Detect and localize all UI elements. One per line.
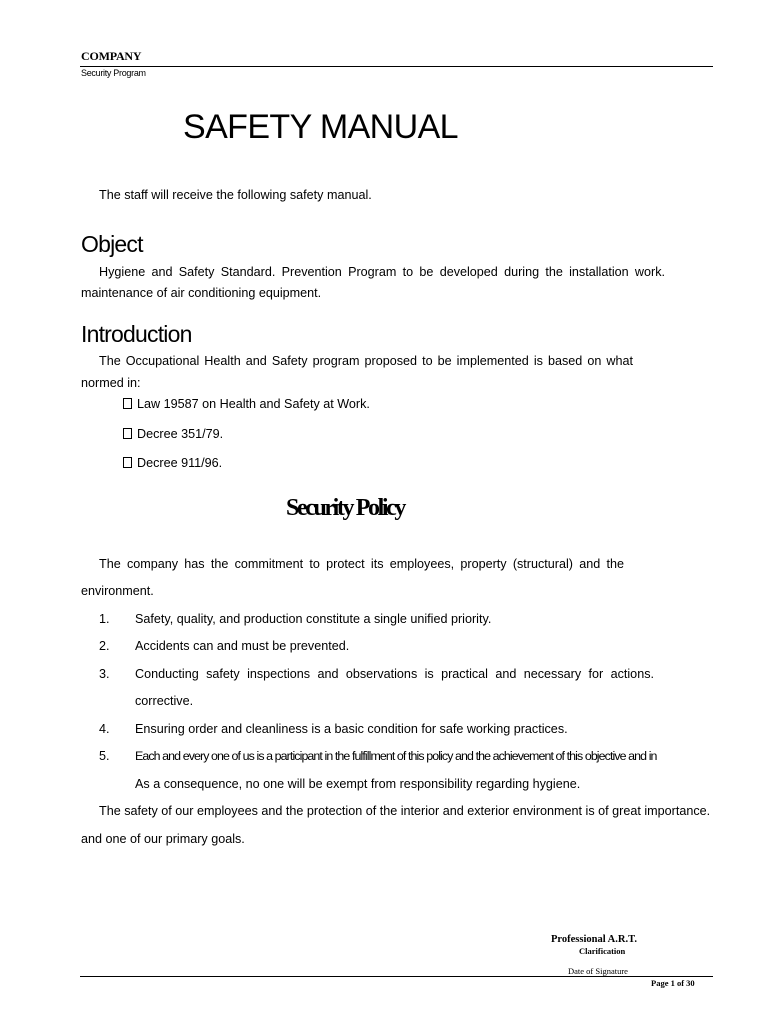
object-line-1: Hygiene and Safety Standard. Prevention Program to be developed during the installation work.	[99, 265, 665, 279]
checkbox-glyph-icon	[123, 428, 132, 439]
checkbox-glyph-icon	[123, 457, 132, 468]
page-number: Page 1 of 30	[651, 978, 695, 988]
list-item: Conducting safety inspections and observations is practical and necessary for actions.	[135, 667, 654, 681]
policy-heading: Security Policy	[286, 495, 404, 521]
list-item: Decree 911/96.	[123, 456, 222, 470]
object-line-2: maintenance of air conditioning equipment.	[81, 286, 322, 300]
header-subtitle: Security Program	[81, 68, 146, 78]
footer-rule	[80, 976, 713, 977]
checkbox-glyph-icon	[123, 398, 132, 409]
list-number: 2.	[99, 639, 110, 653]
list-number: 5.	[99, 749, 110, 763]
introduction-line-1: The Occupational Health and Safety program proposed to be implemented is based on what	[99, 354, 633, 368]
list-item: Law 19587 on Health and Safety at Work.	[123, 397, 370, 411]
intro-line: The staff will receive the following safety manual.	[99, 188, 372, 202]
list-item: Each and every one of us is a participant in the fulfillment of this policy and the achievement of this objective and in	[135, 749, 657, 763]
header-company: COMPANY	[81, 49, 142, 63]
list-item: Safety, quality, and production constitute a single unified priority.	[135, 612, 492, 626]
footer-date-signature: Date of Signature	[568, 966, 628, 976]
header-rule	[80, 66, 713, 67]
footer-clarification: Clarification	[579, 946, 626, 956]
list-number: 1.	[99, 612, 110, 626]
object-heading: Object	[81, 231, 143, 257]
list-item-continuation: As a consequence, no one will be exempt from responsibility regarding hygiene.	[135, 777, 581, 791]
policy-closing-2: and one of our primary goals.	[81, 832, 245, 846]
list-item: Ensuring order and cleanliness is a basic condition for safe working practices.	[135, 722, 568, 736]
list-item-continuation: corrective.	[135, 694, 194, 708]
introduction-heading: Introduction	[81, 321, 192, 347]
policy-line-2: environment.	[81, 584, 154, 598]
footer-professional: Professional A.R.T.	[551, 934, 637, 945]
policy-closing-1: The safety of our employees and the protection of the interior and exterior environment is of great importance.	[99, 804, 711, 818]
introduction-line-2: normed in:	[81, 376, 141, 390]
page-title: SAFETY MANUAL	[183, 108, 458, 146]
list-number: 4.	[99, 722, 110, 736]
policy-line-1: The company has the commitment to protect its employees, property (structural) and the	[99, 557, 624, 571]
list-item: Accidents can and must be prevented.	[135, 639, 350, 653]
list-item: Decree 351/79.	[123, 427, 223, 441]
list-number: 3.	[99, 667, 110, 681]
